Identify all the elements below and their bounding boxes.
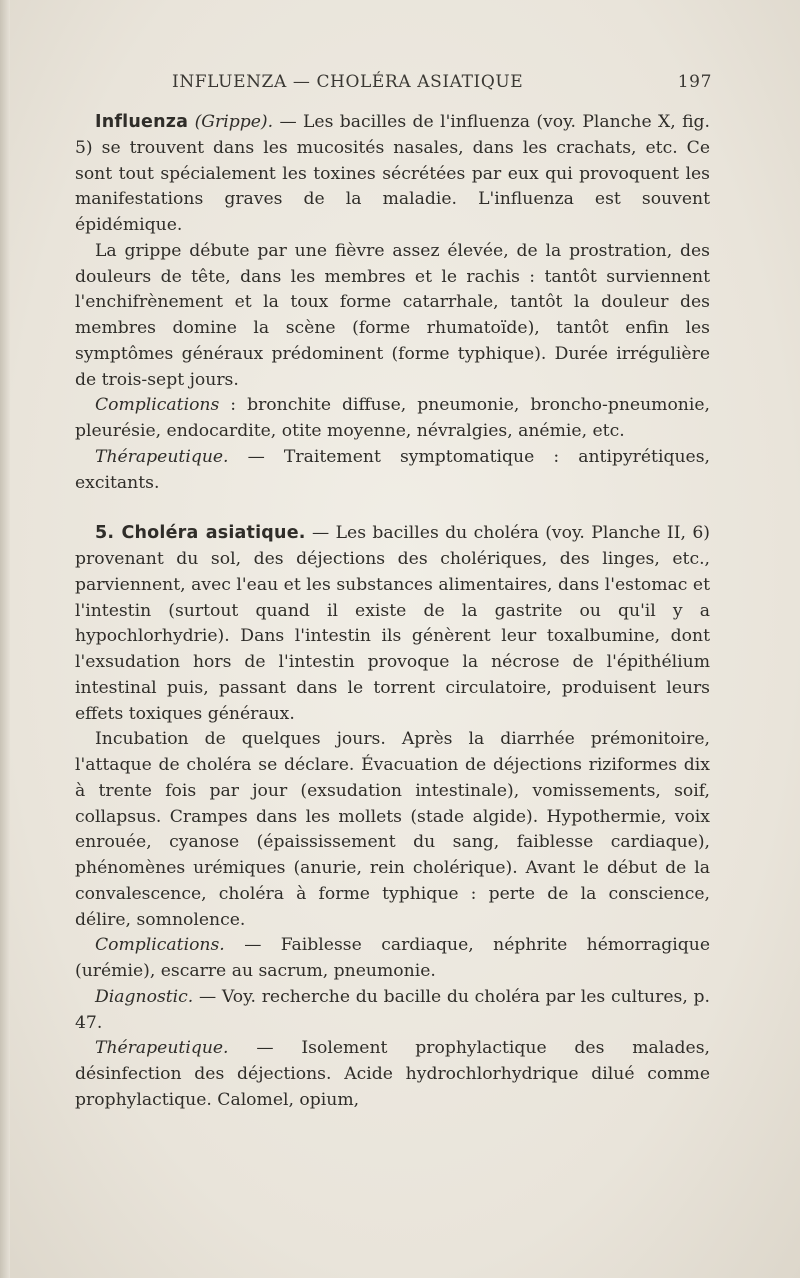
cholera-diagnosis-label: Diagnostic. xyxy=(95,986,194,1007)
influenza-complications-paragraph xyxy=(75,393,710,445)
page-number: 197 xyxy=(677,72,712,92)
page-edge-shadow xyxy=(0,0,10,1278)
influenza-therapy-paragraph xyxy=(75,445,710,497)
influenza-therapy-label: Thérapeutique. xyxy=(95,446,229,467)
cholera-intro-paragraph xyxy=(75,521,710,727)
influenza-subtitle: (Grippe). xyxy=(194,112,274,132)
influenza-intro-paragraph xyxy=(75,110,710,239)
cholera-therapy-text: — Isolement prophylactique des malades, désinfection des déjections. Acide hydrochlorhydrique dilué comme prophylactique. Calomel, opium, xyxy=(75,1038,710,1110)
section-gap xyxy=(75,496,710,521)
influenza-intro-text: — Les bacilles de l'influenza (voy. Planche X, fig. 5) se trouvent dans les mucosités nasales, dans les crachats, etc. Ce sont tout spécialement les toxines sécrétées par eux qui provoquent les manifestations graves de la maladie. L'influenza est souvent épidémique. xyxy=(75,112,711,235)
influenza-complications-label: Complications xyxy=(95,395,220,416)
cholera-complications-text: — Faiblesse cardiaque, néphrite hémorragique (urémie), escarre au sacrum, pneumonie. xyxy=(75,935,710,981)
cholera-therapy-label: Thérapeutique. xyxy=(95,1038,229,1059)
influenza-complications-text: : bronchite diffuse, pneumonie, broncho-pneumonie, pleurésie, endocardite, otite moyenne, névralgies, anémie, etc. xyxy=(75,395,710,441)
influenza-heading: Influenza xyxy=(95,112,189,132)
page-body xyxy=(75,110,710,1114)
running-title: INFLUENZA — CHOLÉRA ASIATIQUE xyxy=(172,72,524,92)
cholera-intro-text: — Les bacilles du choléra (voy. Planche II, 6) provenant du sol, des déjections des cholériques, des linges, etc., parviennent, avec l'eau et les substances alimentaires, dans l'estomac et l'intestin (surtout quand il existe de la gastrite ou qu'il y a hypochlorhydrie). Dans l'intestin ils génèrent leur toxalbumine, dont l'exsudation hors de l'intestin provoque la nécrose de l'épithélium intestinal puis, passant dans le torrent circulatoire, produisent leurs effets toxiques généraux. xyxy=(75,523,710,724)
cholera-course-paragraph: Incubation de quelques jours. Après la diarrhée prémonitoire, l'attaque de choléra se déclare. Évacuation de déjections riziformes dix à trente fois par jour (exsudation intestinale), vomissements, soif, collapsus. Crampes dans les mollets (stade algide). Hypothermie, voix enrouée, cyanose (épaississement du sang, faiblesse cardiaque), phénomènes urémiques (anurie, rein cholérique). Avant le début de la convalescence, choléra à forme typhique : perte de la conscience, délire, somnolence. xyxy=(75,729,710,930)
influenza-course-paragraph: La grippe débute par une fièvre assez élevée, de la prostration, des douleurs de tête, dans les membres et le rachis : tantôt surviennent l'enchifrènement et la toux forme catarrhale, tantôt la douleur des membres domine la scène (forme rhumatoïde), tantôt enfin les symptômes généraux prédominent (forme typhique). Durée irrégulière de trois-sept jours. xyxy=(75,240,710,390)
cholera-diagnosis-paragraph xyxy=(75,985,710,1037)
cholera-complications-paragraph xyxy=(75,933,710,985)
cholera-heading: 5. Choléra asiatique. xyxy=(95,523,306,544)
cholera-diagnosis-text: — Voy. recherche du bacille du choléra par les cultures, p. 47. xyxy=(75,986,710,1033)
cholera-complications-label: Complications. xyxy=(95,935,225,956)
influenza-therapy-text: — Traitement symptomatique : antipyrétiques, excitants. xyxy=(75,446,710,493)
running-header xyxy=(172,72,712,102)
cholera-therapy-paragraph xyxy=(75,1036,710,1113)
